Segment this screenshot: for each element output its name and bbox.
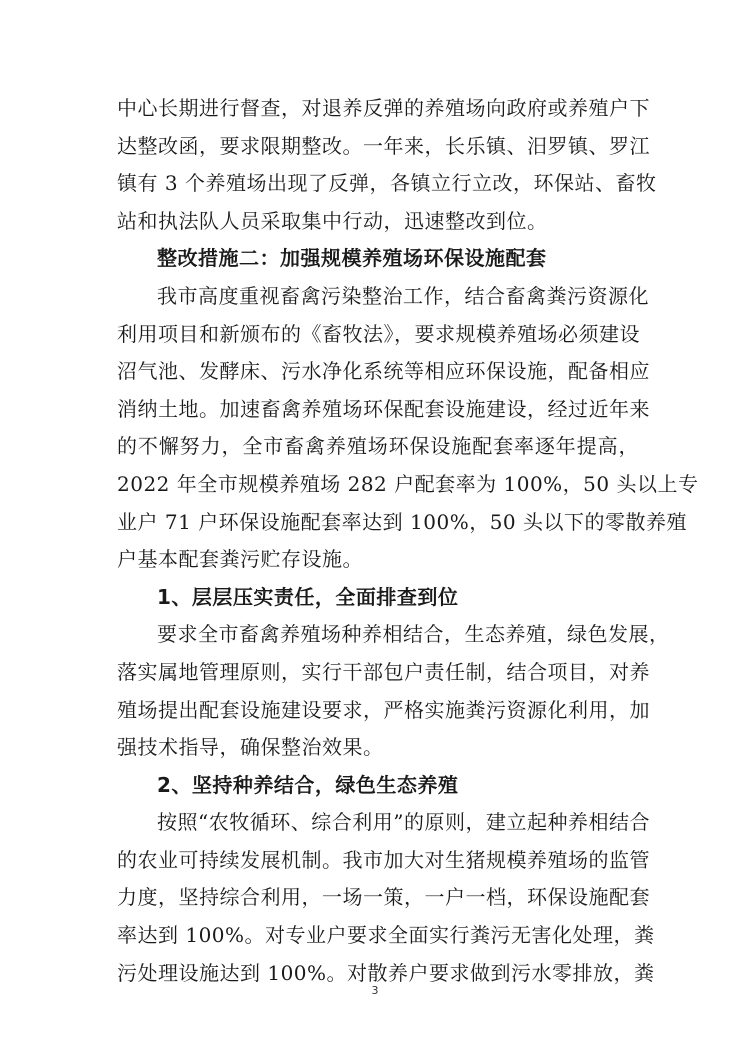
paragraph-line: 落实属地管理原则，实行干部包户责任制，结合项目，对养: [117, 659, 650, 684]
paragraph-line: 按照“农牧循环、综合利用”的原则，建立起种养相结合: [157, 810, 650, 835]
paragraph-line: 殖场提出配套设施建设要求，严格实施粪污资源化利用，加: [117, 697, 650, 722]
paragraph-line: 污处理设施达到 100%。对散养户要求做到污水零排放，粪: [117, 960, 655, 985]
paragraph-line: 2022 年全市规模养殖场 282 户配套率为 100%，50 头以上专: [117, 471, 699, 496]
paragraph-line: 的农业可持续发展机制。我市加大对生猪规模养殖场的监管: [117, 847, 650, 872]
section-heading: 1、层层压实责任，全面排查到位: [157, 584, 459, 609]
document-body: [117, 90, 699, 992]
paragraph-line: 我市高度重视畜禽污染整治工作，结合畜禽粪污资源化: [157, 283, 649, 308]
section-heading: 整改措施二：加强规模养殖场环保设施配套: [157, 246, 547, 271]
paragraph-line: 站和执法队人员采取集中行动，迅速整改到位。: [117, 208, 548, 233]
paragraph-line: 业户 71 户环保设施配套率达到 100%，50 头以下的零散养殖: [117, 509, 688, 534]
paragraph-line: 利用项目和新颁布的《畜牧法》，要求规模养殖场必须建设: [117, 321, 640, 346]
paragraph-line: 力度，坚持综合利用，一场一策，一户一档，环保设施配套: [117, 885, 650, 910]
paragraph-line: 达整改函，要求限期整改。一年来，长乐镇、汨罗镇、罗江: [117, 133, 650, 158]
paragraph-line: 沼气池、发酵床、污水净化系统等相应环保设施，配备相应: [117, 359, 650, 384]
paragraph-line: 率达到 100%。对专业户要求全面实行粪污无害化处理，粪: [117, 923, 655, 948]
page-number: 3: [371, 984, 379, 997]
paragraph-line: 中心长期进行督查，对退养反弹的养殖场向政府或养殖户下: [117, 96, 650, 120]
paragraph-line: 镇有 3 个养殖场出现了反弹，各镇立行立改，环保站、畜牧: [117, 171, 657, 196]
paragraph-line: 消纳土地。加速畜禽养殖场环保配套设施建设，经过近年来: [117, 396, 650, 421]
paragraph-line: 强技术指导，确保整治效果。: [117, 735, 384, 760]
paragraph-line: 的不懈努力，全市畜禽养殖场环保设施配套率逐年提高，: [117, 434, 639, 459]
paragraph-line: 要求全市畜禽养殖场种养相结合，生态养殖，绿色发展，: [157, 622, 670, 647]
paragraph-line: 户基本配套粪污贮存设施。: [117, 547, 363, 572]
section-heading: 2、坚持种养结合，绿色生态养殖: [157, 772, 459, 797]
